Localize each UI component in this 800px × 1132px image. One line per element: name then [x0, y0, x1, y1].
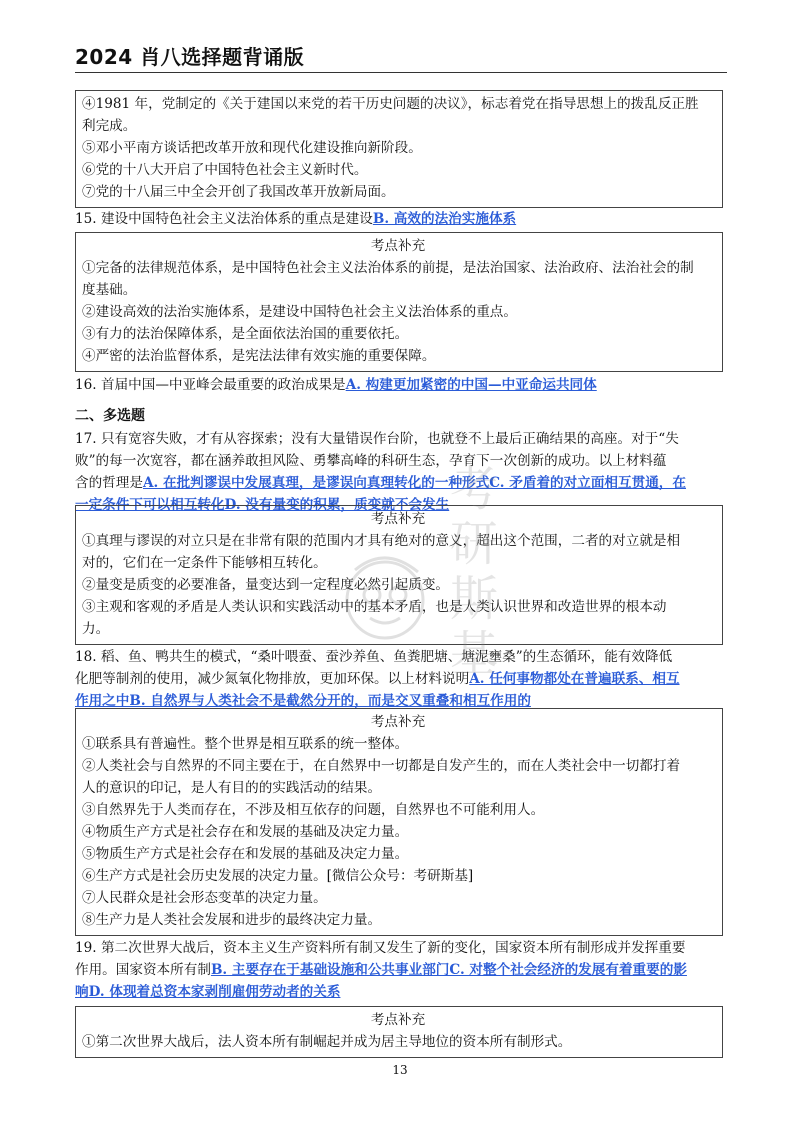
note-line: ④1981 年，党制定的《关于建国以来党的若干历史问题的决议》，标志着党在指导思想上的拨乱反正胜	[82, 96, 699, 112]
svg-text:基: 基	[450, 626, 499, 680]
svg-text:斯: 斯	[450, 571, 499, 627]
box-title: 考点补充	[370, 238, 426, 254]
svg-text:考: 考	[450, 461, 499, 517]
note-line: ①完备的法律规范体系，是中国特色社会主义法治体系的前提，是法治国家、法治政府、法治社会的制	[82, 260, 694, 276]
answer-text: B. 主要存在于基础设施和公共事业部门C. 对整个社会经济的发展有着重要的影	[210, 962, 687, 978]
note-line: 人的意识的印记，是人有目的的实践活动的结果。	[82, 780, 382, 796]
box-title: 考点补充	[370, 1012, 426, 1028]
answer-text: 一定条件下可以相互转化D. 没有量变的积累，质变就不会发生	[75, 497, 450, 513]
answer-text: A. 在批判谬误中发展真理，是谬误向真理转化的一种形式C. 矛盾着的对立面相互贯通，在	[142, 475, 686, 491]
supplement-box-15	[75, 232, 723, 372]
note-line: ⑤物质生产方式是社会存在和发展的基础及决定力量。	[82, 846, 409, 862]
note-line: 力。	[82, 621, 110, 637]
box-title: 考点补充	[370, 511, 426, 527]
answer-text: 响D. 体现着总资本家剥削雇佣劳动者的关系	[75, 984, 341, 1000]
question-line: 败”的每一次宽容，都在涵养敢担风险、勇攀高峰的科研生态，孕育下一次创新的成功。以上材料蕴	[75, 453, 667, 469]
supplement-box-17	[75, 505, 723, 645]
box-title: 考点补充	[370, 714, 426, 730]
history-notes-box	[75, 90, 723, 208]
note-line: ⑤邓小平南方谈话把改革开放和现代化建设推向新阶段。	[82, 140, 422, 156]
note-line: ⑦人民群众是社会形态变革的决定力量。	[82, 890, 327, 906]
note-line: ①联系具有普遍性。整个世界是相互联系的统一整体。	[82, 736, 409, 752]
question-text: 15. 建设中国特色社会主义法治体系的重点是建设	[75, 211, 373, 227]
note-line: ①第二次世界大战后，法人资本所有制崛起并成为居主导地位的资本所有制形式。	[82, 1034, 572, 1050]
note-line: ⑦党的十八届三中全会开创了我国改革开放新局面。	[82, 184, 395, 200]
supplement-box-18	[75, 708, 723, 936]
note-line: ②人类社会与自然界的不同主要在于，在自然界中一切都是自发产生的，而在人类社会中一切都打着	[82, 758, 681, 774]
document-title: 2024 肖八选择题背诵版	[75, 45, 305, 69]
svg-text:研: 研	[450, 516, 499, 572]
note-line: ⑥生产方式是社会历史发展的决定力量。[微信公众号：考研斯基]	[82, 868, 474, 884]
question-line: 18. 稻、鱼、鸭共生的模式，“桑叶喂蚕、蚕沙养鱼、鱼粪肥塘、塘泥壅桑”的生态循环，能有效降低	[75, 649, 673, 665]
note-line: ③自然界先于人类而存在，不涉及相互依存的问题，自然界也不可能利用人。	[82, 802, 545, 818]
note-line: ⑧生产力是人类社会发展和进步的最终决定力量。	[82, 912, 382, 928]
question-17	[75, 428, 727, 516]
answer-text: B. 高效的法治实施体系	[372, 211, 517, 227]
question-line: 17. 只有宽容失败，才有从容探索；没有大量错误作台阶，也就登不上最后正确结果的高座。对于“失	[75, 431, 679, 447]
question-18	[75, 646, 727, 712]
question-text: 16. 首届中国—中亚峰会最重要的政治成果是	[75, 377, 346, 393]
note-line: ⑥党的十八大开启了中国特色社会主义新时代。	[82, 162, 368, 178]
note-line: ①真理与谬误的对立只是在非常有限的范围内才具有绝对的意义，超出这个范围，二者的对立就是相	[82, 533, 681, 549]
question-19	[75, 937, 727, 1003]
answer-text: 作用之中B. 自然界与人类社会不是截然分开的，而是交叉重叠和相互作用的	[75, 693, 531, 709]
answer-text: A. 任何事物都处在普遍联系、相互	[469, 671, 680, 687]
note-line: 对的，它们在一定条件下能够相互转化。	[82, 555, 327, 571]
note-line: 度基础。	[82, 282, 137, 298]
note-line: ②建设高效的法治实施体系，是建设中国特色社会主义法治体系的重点。	[82, 304, 517, 320]
question-text: 化肥等制剂的使用，减少氮氧化物排放，更加环保。以上材料说明	[75, 671, 470, 687]
note-line: ④物质生产方式是社会存在和发展的基础及决定力量。	[82, 824, 409, 840]
supplement-box-19	[75, 1006, 723, 1058]
note-line: 利完成。	[82, 118, 137, 134]
section-heading: 二、多选题	[75, 408, 145, 424]
page-number: 13	[392, 1063, 408, 1077]
page-header	[75, 44, 727, 73]
question-15	[75, 208, 727, 230]
answer-text: A. 构建更加紧密的中国—中亚命运共同体	[345, 377, 597, 393]
note-line: ④严密的法治监督体系，是宪法法律有效实施的重要保障。	[82, 348, 436, 364]
question-text: 作用。国家资本所有制	[75, 962, 211, 978]
note-line: ③有力的法治保障体系，是全面依法治国的重要依托。	[82, 326, 409, 342]
question-text: 含的哲理是	[75, 475, 143, 491]
note-line: ③主观和客观的矛盾是人类认识和实践活动中的基本矛盾，也是人类认识世界和改造世界的根本动	[82, 599, 667, 615]
note-line: ②量变是质变的必要准备，量变达到一定程度必然引起质变。	[82, 577, 450, 593]
question-line: 19. 第二次世界大战后，资本主义生产资料所有制又发生了新的变化，国家资本所有制形成并发挥重要	[75, 940, 686, 956]
question-16	[75, 374, 727, 396]
